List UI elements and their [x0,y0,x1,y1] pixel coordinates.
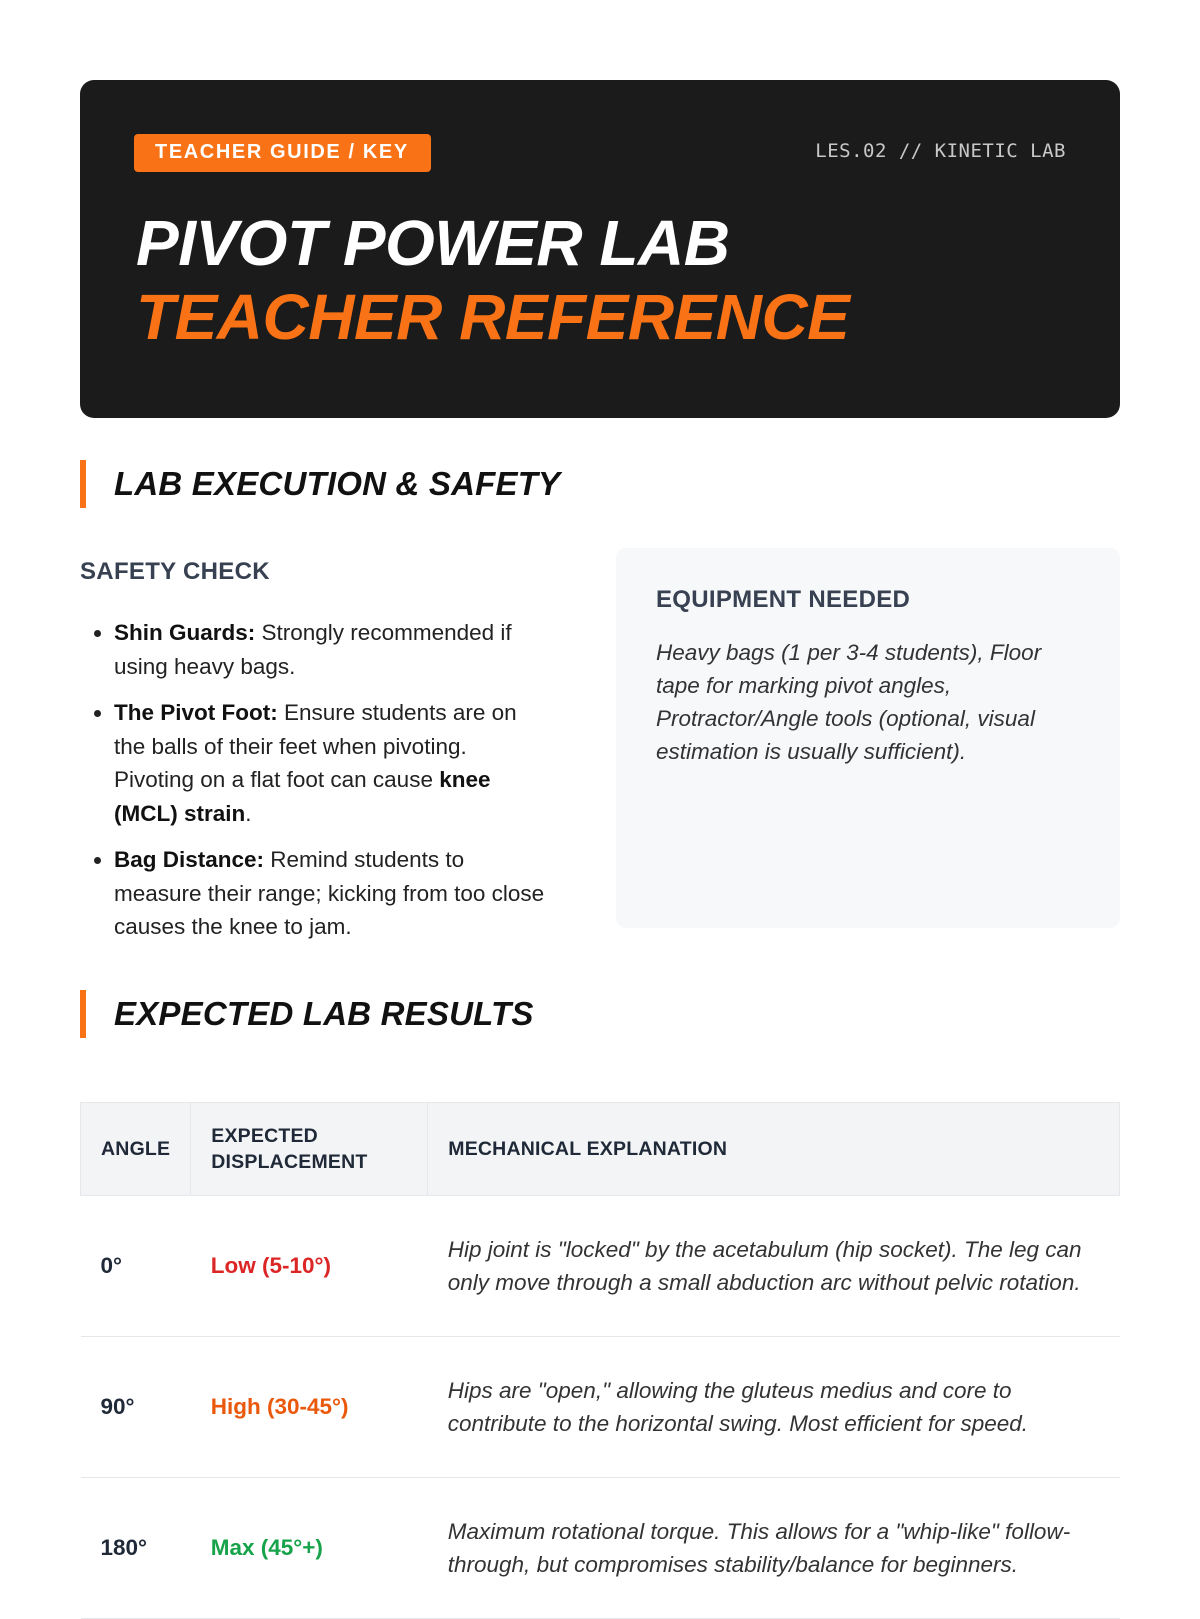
section-heading-results [80,990,534,1038]
safety-item-text: Strongly recommended if using heavy bags. [114,620,512,679]
safety-item-emphasis: knee (MCL) strain [114,767,491,826]
explanation-cell: Hips are "open," allowing the gluteus medius and core to contribute to the horizontal swing. Most efficient for speed. [428,1337,1120,1478]
safety-heading: SAFETY CHECK [80,558,270,585]
equipment-heading: EQUIPMENT NEEDED [656,586,911,613]
results-table [80,1102,1120,1619]
displacement-cell: Max (45°+) [191,1478,428,1619]
title-line-1: PIVOT POWER LAB [136,207,730,279]
safety-item-text: Remind students to measure their range; kicking from too close causes the knee to jam. [114,847,545,939]
section-heading-execution [80,460,560,508]
guide-badge: TEACHER GUIDE / KEY [134,134,431,172]
table-row [81,1196,1120,1337]
table-row [81,1478,1120,1619]
safety-item-label: The Pivot Foot: [114,700,278,725]
column-header-explanation: MECHANICAL EXPLANATION [428,1103,1120,1196]
column-header-angle: ANGLE [81,1103,191,1196]
equipment-text: Heavy bags (1 per 3-4 students), Floor tape for marking pivot angles, Protractor/Angle tools (optional, visual estimation is usually sufficient). [656,640,1042,764]
lesson-code: LES.02 // KINETIC LAB [815,140,1066,162]
table-row [81,1337,1120,1478]
safety-item-tail: . [245,800,252,826]
displacement-cell: High (30-45°) [191,1337,428,1478]
explanation-cell: Hip joint is "locked" by the acetabulum (hip socket). The leg can only move through a small abduction arc without pelvic rotation. [428,1196,1120,1337]
section-title-execution: LAB EXECUTION & SAFETY [114,465,561,502]
safety-item-pivot-foot [114,696,550,830]
table-header-row [81,1103,1120,1196]
safety-check-panel [80,558,550,957]
explanation-cell: Maximum rotational torque. This allows for a "whip-like" follow-through, but compromises stability/balance for beginners. [428,1478,1120,1619]
safety-item-label: Bag Distance: [114,847,265,872]
safety-item-shin-guards [114,616,550,683]
teacher-guide-page [80,80,1120,1577]
angle-cell: 0° [81,1196,191,1337]
safety-list [80,616,550,944]
safety-item-label: Shin Guards: [114,620,256,645]
angle-cell: 90° [81,1337,191,1478]
page-title [136,206,849,354]
safety-item-bag-distance [114,843,550,944]
equipment-card [616,548,1120,928]
section-title-results: EXPECTED LAB RESULTS [114,995,534,1032]
title-line-2: TEACHER REFERENCE [136,281,850,353]
header-card [80,80,1120,418]
displacement-cell: Low (5-10°) [191,1196,428,1337]
safety-item-text: Ensure students are on the balls of their feet when pivoting. Pivoting on a flat foot can cause [114,700,517,792]
column-header-displacement: EXPECTED DISPLACEMENT [191,1103,428,1196]
angle-cell: 180° [81,1478,191,1619]
